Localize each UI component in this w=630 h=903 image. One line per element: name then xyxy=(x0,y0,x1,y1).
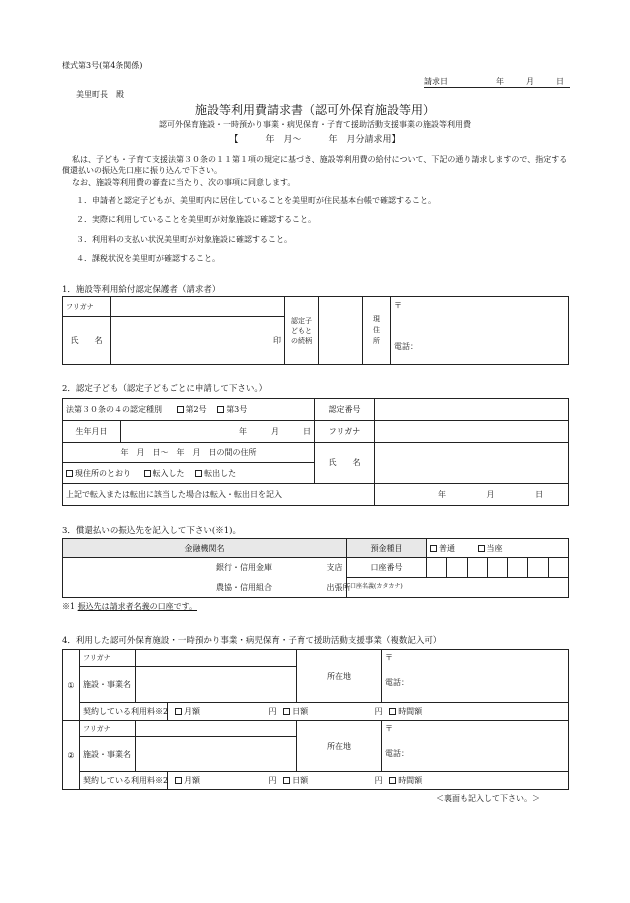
facility-1-monthly-yen: 円 xyxy=(268,707,277,716)
request-date-year: 年 xyxy=(496,77,504,86)
branch-label: 支店 xyxy=(326,563,343,573)
section1-title: 1．施設等利用給付認定保護者（請求者） xyxy=(62,285,221,295)
facility-2-fee-label: 契約している利用料※2 xyxy=(80,772,168,790)
type2-label: 第2号 xyxy=(185,404,207,414)
facility-2-name-label: 施設・事業名 xyxy=(80,737,136,772)
facility-1-name-label: 施設・事業名 xyxy=(80,667,136,703)
type2-checkbox[interactable] xyxy=(177,406,184,413)
relation-label: 認定子どもとの続柄 xyxy=(285,297,319,365)
child-furigana-field[interactable] xyxy=(375,420,569,442)
page-subtitle: 認可外保育施設・一時預かり事業・病児保育・子育て援助活動支援事業の施設等利用費 xyxy=(159,120,471,129)
facility-2-monthly-checkbox[interactable] xyxy=(175,777,182,784)
transfer-year: 年 xyxy=(438,490,446,500)
page-title: 施設等利用費請求書（認可外保育施設等用） xyxy=(194,103,435,117)
bank-note-prefix: ※1 xyxy=(62,602,78,611)
address-status-row xyxy=(63,463,315,484)
facility-2-phone: 電話： xyxy=(385,749,409,758)
facility-1-postal: 〒 xyxy=(385,653,393,662)
cert-type-label: 法第３０条の４の認定種別 xyxy=(66,404,162,414)
section2-title: 2．認定子ども（認定子どもごとに申請して下さい。） xyxy=(62,384,268,394)
facility-1-furigana-field[interactable] xyxy=(136,650,297,667)
request-date-day: 日 xyxy=(556,77,564,86)
facility-table-2 xyxy=(62,720,569,790)
facility-2-fee-field[interactable] xyxy=(168,772,569,790)
bank-type-label: 銀行・信用金庫 xyxy=(216,563,272,573)
facility-2-hourly-label: 時間額 xyxy=(398,776,423,785)
cert-number-field[interactable] xyxy=(375,399,569,421)
consent-item-4: ４．課税状況を美里町が確認すること。 xyxy=(76,254,220,263)
guardian-furigana-field[interactable] xyxy=(111,297,285,317)
consent-item-1: １．申請者と認定子どもが、美里町内に居住していることを美里町が住民基本台帳で確認すること。 xyxy=(76,196,436,205)
bank-note-text: 振込先は請求者名義の口座です。 xyxy=(77,602,197,611)
bank-name-label: 金融機関名 xyxy=(63,539,347,558)
facility-1-number: ① xyxy=(63,650,80,721)
consent-item-2: ２．実際に利用していることを美里町が対象施設に確認すること。 xyxy=(76,215,316,224)
facility-2-postal: 〒 xyxy=(385,724,393,733)
bank-field-top[interactable] xyxy=(63,558,347,578)
child-furigana-label: フリガナ xyxy=(315,420,375,442)
consent-item-3: ３．利用料の支払い状況美里町が対象施設に確認すること。 xyxy=(76,235,292,244)
guardian-furigana-label: フリガナ xyxy=(63,297,111,317)
request-date-label: 請求日 xyxy=(424,77,448,86)
office-label: 出張所 xyxy=(326,582,351,592)
form-number: 様式第3号(第4条関係) xyxy=(62,61,143,70)
facility-1-monthly-checkbox[interactable] xyxy=(175,708,182,715)
request-date-month: 月 xyxy=(526,77,534,86)
bank-note xyxy=(62,601,197,612)
address-label: 現住所 xyxy=(363,297,391,365)
facility-table-1 xyxy=(62,649,569,721)
child-name-field[interactable] xyxy=(375,442,569,483)
facility-1-name-field[interactable] xyxy=(136,667,297,703)
facility-2-daily-label: 日額 xyxy=(292,776,309,785)
facility-2-address-field[interactable] xyxy=(382,721,569,772)
intro-paragraph: 私は、子ども・子育て支援法第３０条の１１第１項の規定に基づき、施設等利用費の給付について、下記の通り請求しますので、指定する償還払いの振込先口座に振り込んで下さい。 xyxy=(62,155,568,175)
seal-mark: 印 xyxy=(273,336,281,345)
request-period: 【 年 月～ 年 月分請求用】 xyxy=(229,135,401,145)
bank-table xyxy=(62,538,569,598)
coop-type-label: 農協・信用組合 xyxy=(216,582,272,592)
relation-field[interactable] xyxy=(319,297,363,365)
bank-field-bottom[interactable] xyxy=(63,578,351,598)
moved-in-label: 転入した xyxy=(152,468,185,478)
deposit-type-label: 預金種目 xyxy=(347,539,427,558)
account-holder-field[interactable] xyxy=(347,578,569,598)
moved-in-checkbox[interactable] xyxy=(144,470,151,477)
facility-2-monthly-label: 月額 xyxy=(184,776,200,785)
facility-1-daily-checkbox[interactable] xyxy=(283,708,290,715)
same-address-label: 現住所のとおり xyxy=(75,468,131,478)
facility-1-phone: 電話： xyxy=(385,678,409,687)
back-side-note: ＜裏面も記入して下さい。＞ xyxy=(436,794,540,803)
guardian-postal: 〒 xyxy=(394,301,402,310)
transfer-day: 日 xyxy=(535,490,544,500)
account-number-field[interactable] xyxy=(427,558,569,578)
facility-1-hourly-checkbox[interactable] xyxy=(389,708,396,715)
section4-title: 4．利用した認可外保育施設・一時預かり事業・病児保育・子育て援助活動支援事業（複数記入可） xyxy=(62,636,442,646)
deposit-type-options xyxy=(427,539,569,558)
facility-2-daily-yen: 円 xyxy=(374,776,383,785)
type3-label: 第3号 xyxy=(226,404,248,414)
transfer-month: 月 xyxy=(486,490,495,500)
type3-checkbox[interactable] xyxy=(217,406,224,413)
facility-1-fee-label: 契約している利用料※2 xyxy=(80,703,168,721)
period-address-label: 年 月 日～ 年 月 日の間の住所 xyxy=(63,442,315,463)
facility-1-daily-yen: 円 xyxy=(374,707,383,716)
facility-2-location-label: 所在地 xyxy=(297,721,382,772)
touza-label: 当座 xyxy=(486,543,503,553)
consent-intro: なお、施設等利用費の審査に当たり、次の事項に同意します。 xyxy=(72,178,296,187)
child-name-label: 氏 名 xyxy=(315,442,375,483)
facility-1-location-label: 所在地 xyxy=(297,650,382,703)
moved-out-checkbox[interactable] xyxy=(195,470,202,477)
guardian-phone: 電話： xyxy=(394,342,418,351)
facility-1-hourly-label: 時間額 xyxy=(398,707,423,716)
cert-type-row xyxy=(63,399,315,421)
facility-2-daily-checkbox[interactable] xyxy=(283,777,290,784)
addressee: 美里町長 殿 xyxy=(76,90,124,99)
facility-2-number: ② xyxy=(63,721,80,790)
guardian-address-field[interactable] xyxy=(391,297,569,365)
futsuu-label: 普通 xyxy=(439,543,455,553)
section3-title: 3．償還払いの振込先を記入して下さい(※1)。 xyxy=(62,526,241,536)
facility-1-daily-label: 日額 xyxy=(292,707,309,716)
facility-1-furigana-label: フリガナ xyxy=(80,650,136,667)
dob-label: 生年月日 xyxy=(63,420,121,442)
facility-2-furigana-field[interactable] xyxy=(136,721,297,737)
moved-out-label: 転出した xyxy=(204,468,237,478)
request-date-line xyxy=(424,87,570,88)
facility-1-fee-field[interactable] xyxy=(168,703,569,721)
transfer-note: 上記で転入または転出に該当した場合は転入・転出日を記入 xyxy=(63,484,375,506)
child-table xyxy=(62,398,569,506)
account-holder-label: 口座名義(カタカナ) xyxy=(350,583,403,590)
account-number-label: 口座番号 xyxy=(347,558,427,578)
facility-1-monthly-label: 月額 xyxy=(184,707,200,716)
facility-2-name-field[interactable] xyxy=(136,737,297,772)
touza-checkbox[interactable] xyxy=(478,545,485,552)
facility-1-address-field[interactable] xyxy=(382,650,569,703)
transfer-date-field[interactable] xyxy=(375,484,569,506)
facility-2-furigana-label: フリガナ xyxy=(80,721,136,737)
guardian-name-field[interactable] xyxy=(111,317,285,365)
dob-field[interactable]: 年 月 日 xyxy=(121,420,315,442)
facility-2-monthly-yen: 円 xyxy=(268,776,277,785)
futsuu-checkbox[interactable] xyxy=(430,545,437,552)
same-address-checkbox[interactable] xyxy=(66,470,73,477)
guardian-name-label: 氏 名 xyxy=(63,317,111,365)
cert-number-label: 認定番号 xyxy=(315,399,375,421)
guardian-table xyxy=(62,296,569,365)
facility-2-hourly-checkbox[interactable] xyxy=(389,777,396,784)
